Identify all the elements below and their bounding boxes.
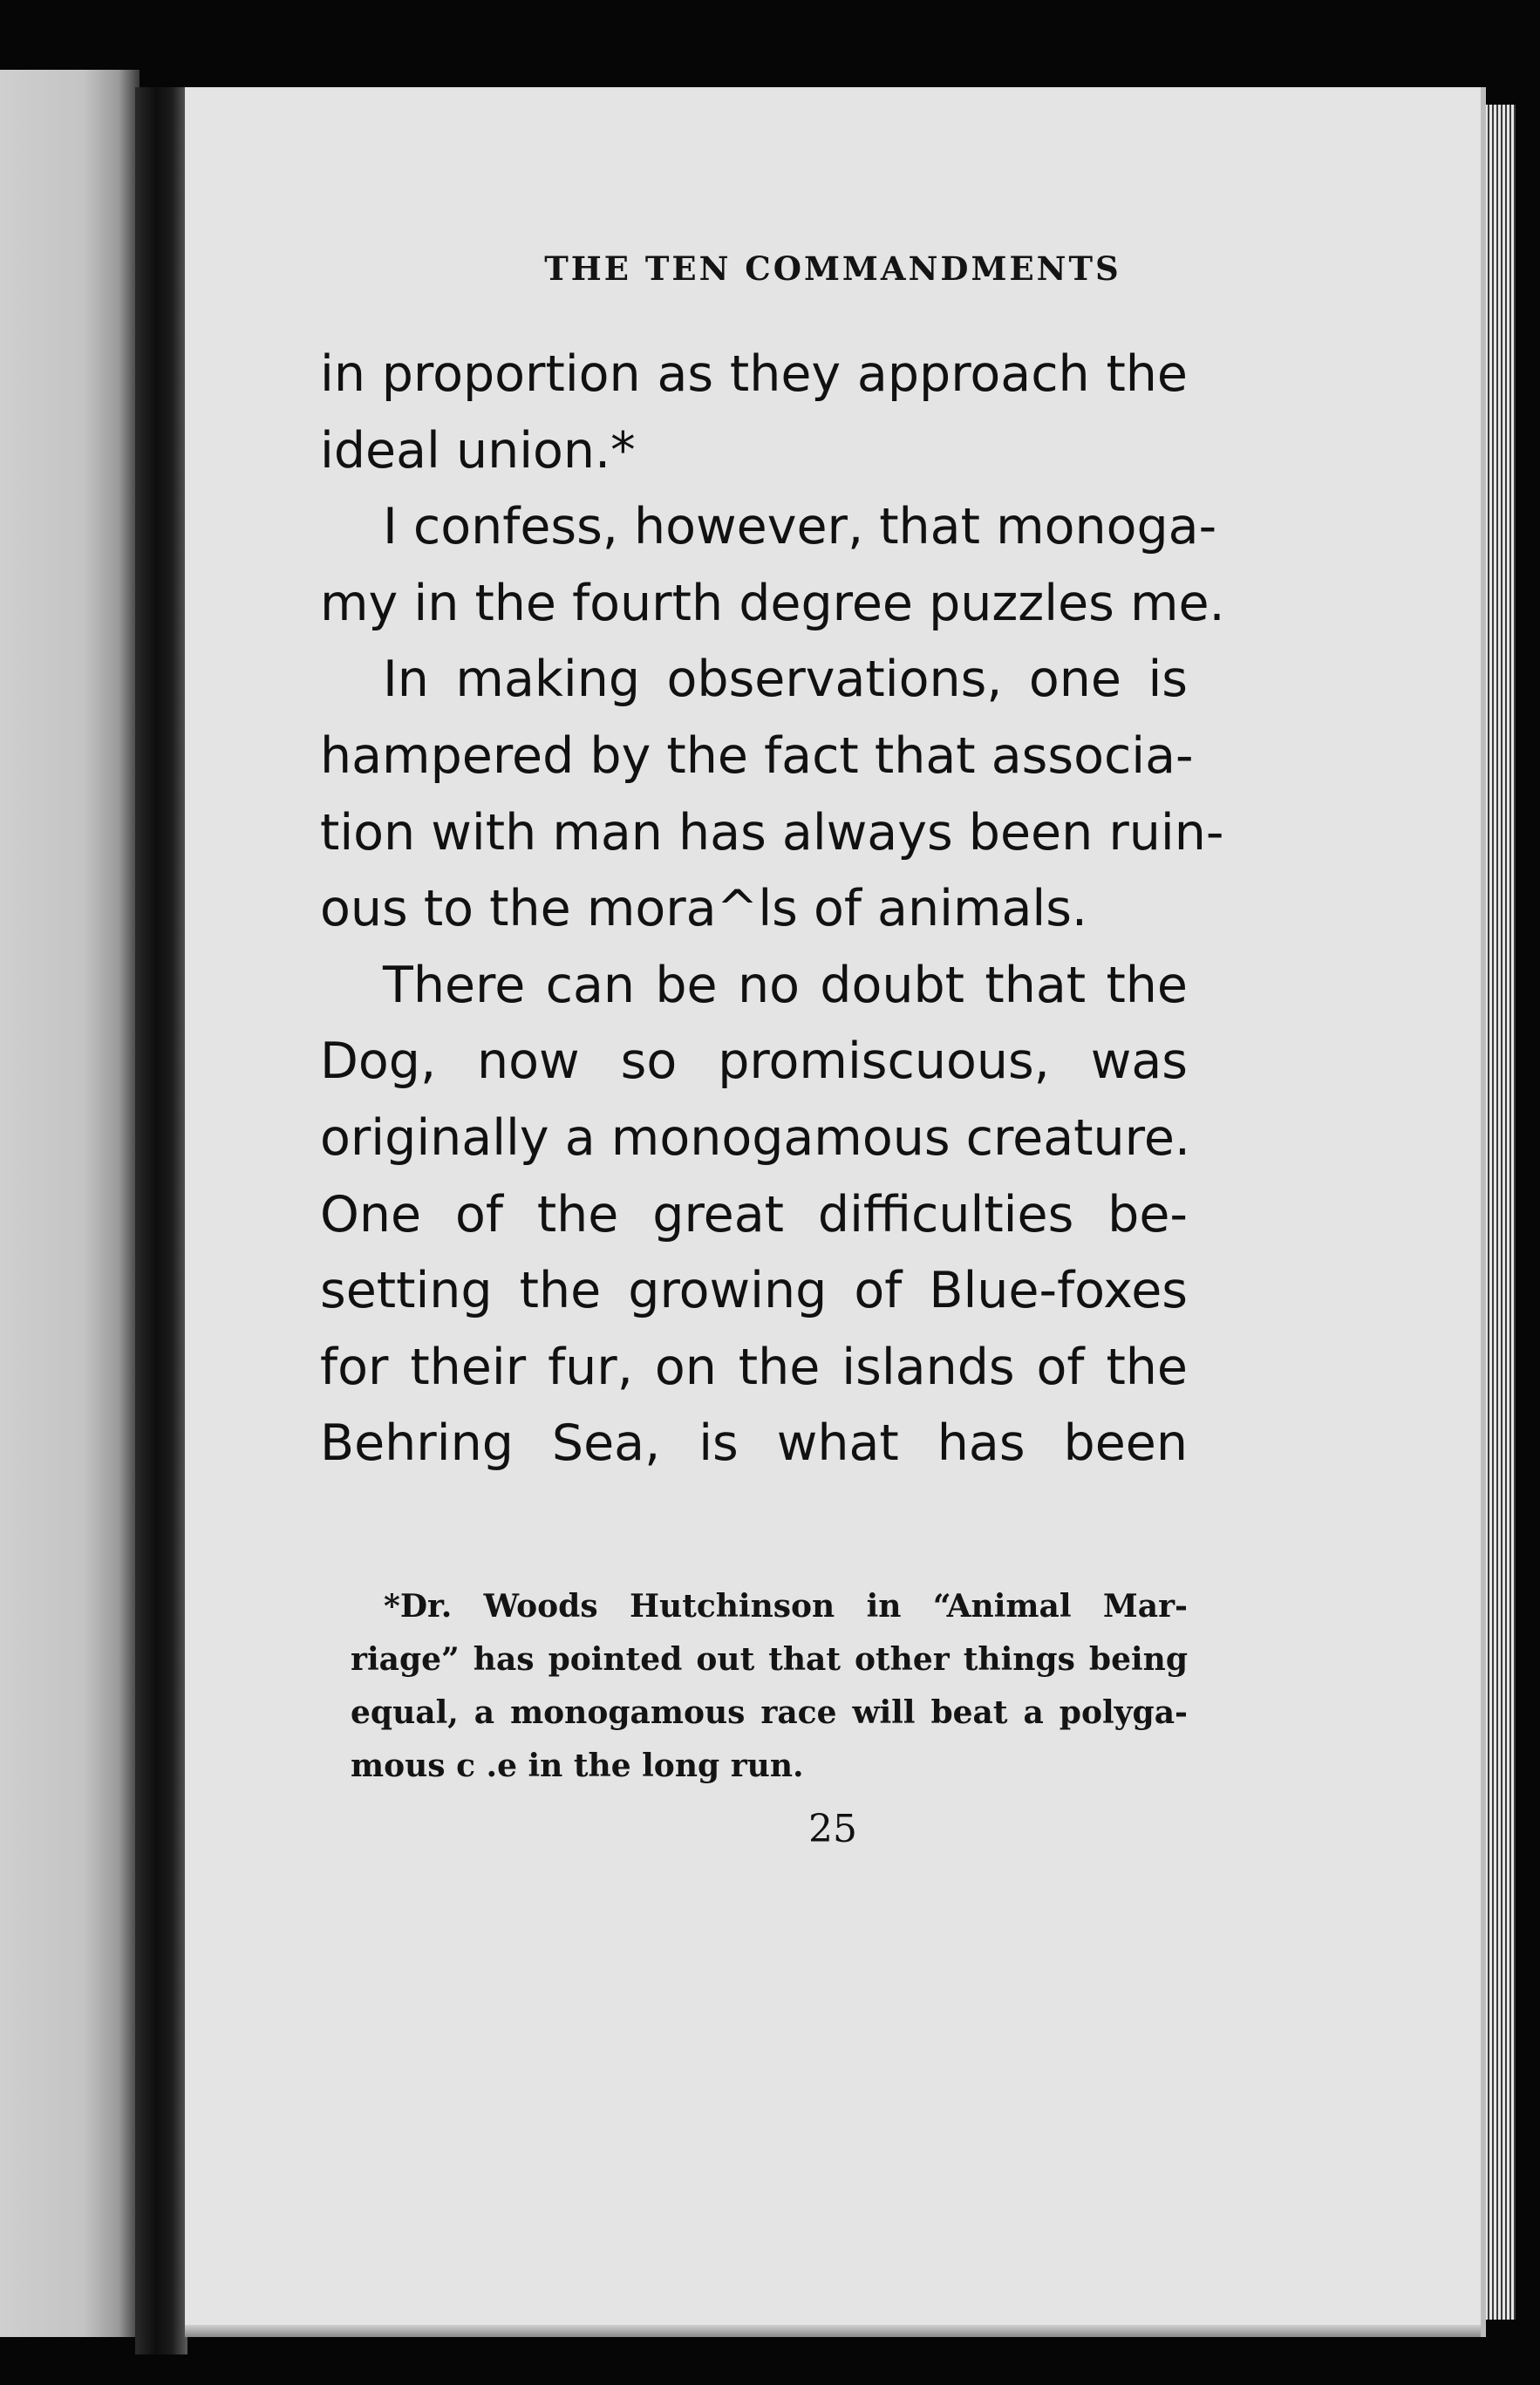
body-line: I confess, however, that monoga- (383, 498, 1217, 556)
footnote (351, 1580, 1188, 1793)
body-line: setting the growing of Blue-foxes (320, 1262, 1188, 1320)
body-line: tion with man has always been ruin- (320, 803, 1224, 862)
body-line: There can be no doubt that the (383, 956, 1188, 1014)
footnote-line: mous c .e in the long run. (351, 1748, 804, 1784)
footnote-line: riage” has pointed out that other things being (351, 1641, 1188, 1678)
body-line: in proportion as they approach the (320, 345, 1188, 403)
body-text (320, 337, 1225, 1482)
body-line: originally a monogamous creature. (320, 1108, 1191, 1167)
page-stack-edge (1481, 105, 1516, 2320)
body-line: ideal union.* (320, 421, 636, 480)
body-line: One of the great difficulties be- (320, 1185, 1188, 1244)
facing-page-edge (0, 70, 140, 2337)
footnote-line: equal, a monogamous race will beat a polyga- (351, 1694, 1188, 1731)
body-line: Behring Sea, is what has been (320, 1414, 1188, 1473)
book-page (185, 87, 1486, 2337)
book-gutter (135, 87, 187, 2354)
body-line: my in the fourth degree puzzles me. (320, 574, 1225, 632)
body-line: hampered by the fact that associa- (320, 726, 1194, 785)
body-line: Dog, now so promiscuous, was (320, 1032, 1188, 1091)
body-line: In making observations, one is (383, 651, 1188, 709)
page-number: 25 (808, 1807, 857, 1851)
body-line: ous to the mora^ls of animals. (320, 880, 1088, 938)
footnote-line: *Dr. Woods Hutchinson in “Animal Mar- (384, 1588, 1188, 1625)
body-line: for their fur, on the islands of the (320, 1338, 1188, 1396)
running-head: THE TEN COMMANDMENTS (544, 249, 1121, 288)
